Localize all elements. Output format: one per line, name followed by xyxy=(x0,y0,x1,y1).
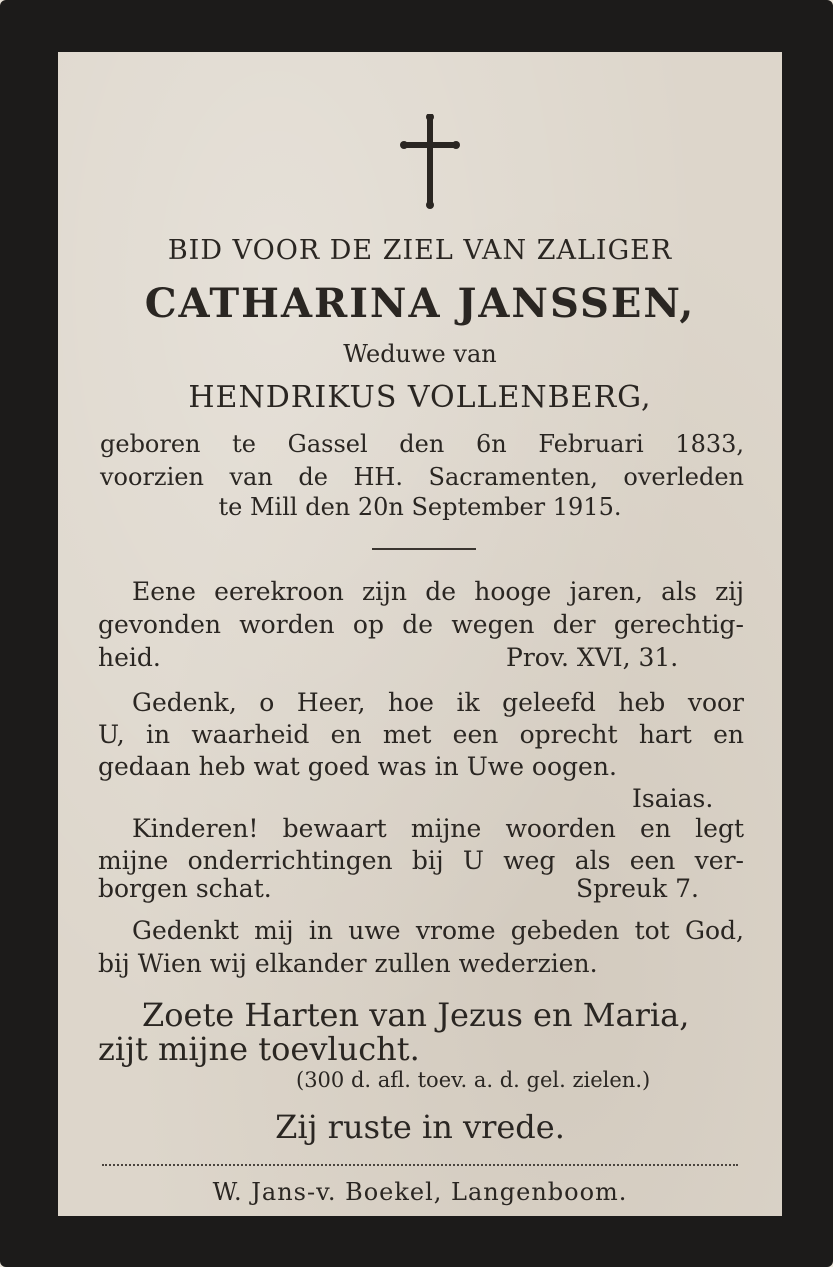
quote-1-source: Prov. XVI, 31. xyxy=(506,643,679,672)
quote-3-line-1: Kinderen! bewaart mijne woorden en legt xyxy=(132,814,744,843)
quote-2-line-3: gedaan heb wat goed was in Uwe oogen. xyxy=(98,752,617,781)
latin-cross-icon xyxy=(400,114,460,209)
quote-1-line-1: Eene eerekroon zijn de hooge jaren, als zij xyxy=(132,577,744,606)
quote-3-line-2: mijne onderrichtingen bij U weg als een ver- xyxy=(98,846,744,875)
quote-2-line-1: Gedenk, o Heer, hoe ik geleefd heb voor xyxy=(132,688,744,717)
quote-3-source: Spreuk 7. xyxy=(576,874,699,903)
prayer-heading: BID VOOR DE ZIEL VAN ZALIGER xyxy=(167,235,673,266)
divider-rule xyxy=(372,548,476,550)
quote-2-line-2: U, in waarheid en met een oprecht hart en xyxy=(98,720,744,749)
spouse-name: HENDRIKUS VOLLENBERG, xyxy=(188,380,652,415)
card-paper xyxy=(58,52,782,1216)
quote-4-line-1: Gedenkt mij in uwe vrome gebeden tot God, xyxy=(132,916,744,945)
quote-1-line-2: gevonden worden op de wegen der gerechtig- xyxy=(98,610,744,639)
quote-4-line-2: bij Wien wij elkander zullen wederzien. xyxy=(98,949,598,978)
quote-1-line-3: heid. xyxy=(98,643,161,672)
printer-credit: W. Jans-v. Boekel, Langenboom. xyxy=(212,1178,628,1206)
dotted-divider xyxy=(102,1164,738,1166)
deceased-name: CATHARINA JANSSEN, xyxy=(144,280,696,327)
bio-line-sacraments: voorzien van de HH. Sacramenten, overleden xyxy=(100,463,744,491)
indulgence-note: (300 d. afl. toev. a. d. gel. zielen.) xyxy=(296,1068,651,1092)
quote-3-line-3: borgen schat. xyxy=(98,874,272,903)
closing-line: Zij ruste in vrede. xyxy=(275,1108,565,1146)
bio-line-death: te Mill den 20n September 1915. xyxy=(218,493,622,521)
invocation-line-1: Zoete Harten van Jezus en Maria, xyxy=(142,996,690,1034)
relation-label: Weduwe van xyxy=(343,340,497,368)
quote-2-source: Isaias. xyxy=(632,784,714,813)
bio-line-birth: geboren te Gassel den 6n Februari 1833, xyxy=(100,430,744,458)
invocation-line-2: zijt mijne toevlucht. xyxy=(98,1030,420,1068)
